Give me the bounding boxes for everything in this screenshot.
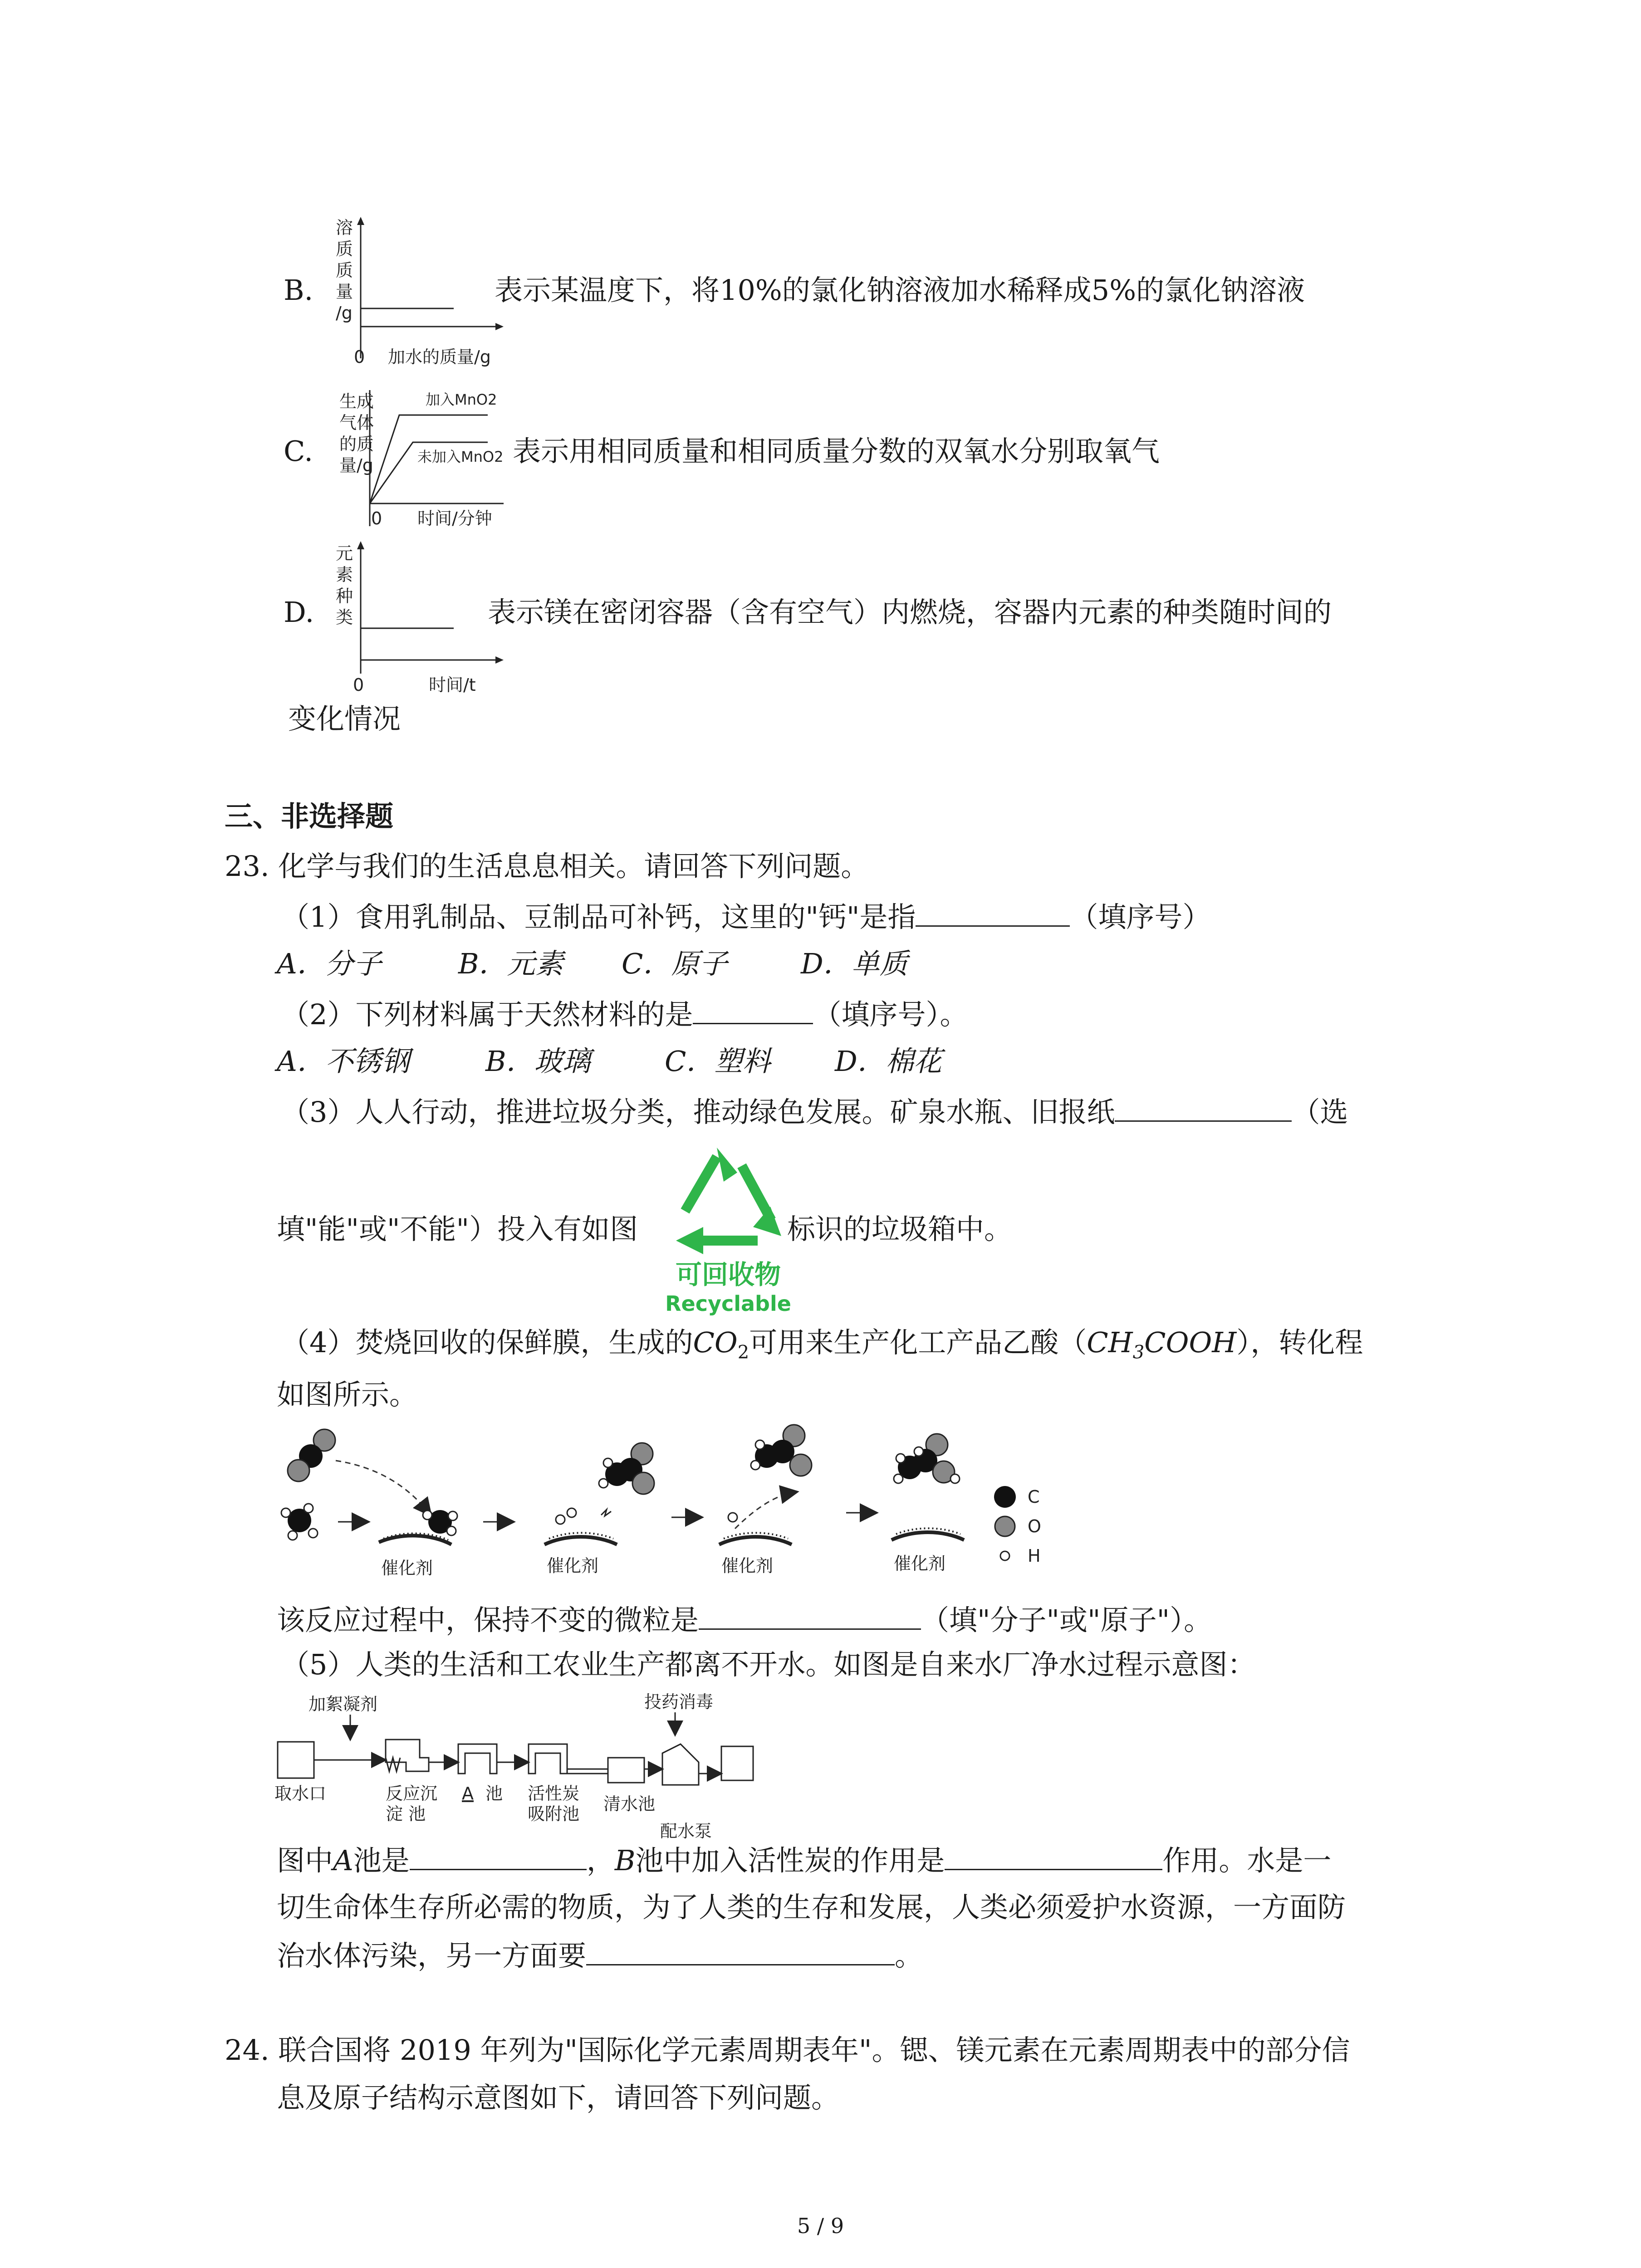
option-c-chart [318,381,517,535]
reaction-label-1: 反应沉 [386,1784,438,1804]
q23-p3-line2-after: 标识的垃圾箱中。 [787,1212,1013,1246]
q23-p2 [281,996,968,1033]
d-y-1: 元 [336,543,353,563]
reaction-tank [386,1740,429,1771]
option-d-letter: D. [284,596,314,629]
p5-l1-b: 池是 [353,1844,410,1877]
legend-c: C [1028,1487,1040,1507]
catalyst-2: 催化剂 [547,1556,599,1576]
co2-formula: CO [693,1326,738,1359]
c-origin: 0 [371,508,382,528]
b-x-label: 加水的质量/g [388,347,491,367]
b-origin: 0 [354,347,365,367]
d-y-3: 种 [336,586,353,606]
option-b-letter: B. [284,274,314,307]
q23-p5-blank-b[interactable] [945,1842,1162,1870]
section-title: 三、非选择题 [225,800,394,833]
c-legend-mno2: 加入MnO2 [426,391,497,408]
q23-p5-line1 [277,1842,1331,1879]
d-y-2: 素 [336,565,353,585]
b-y-5: /g [336,303,353,323]
q23-p2-blank[interactable] [693,996,813,1024]
p5-l3-b: 。 [895,1939,923,1972]
b-y-1: 溶 [336,218,353,238]
option-c-text: 表示用相同质量和相同质量分数的双氧水分别取氧气 [513,435,1160,468]
q23-p3-blank[interactable] [1115,1093,1292,1122]
q23-p1-choice-b: B．元素 [458,947,563,980]
q23-p2-after: （填序号）。 [813,998,968,1031]
reaction-diagram [272,1420,1080,1601]
q23-p5-blank-a[interactable] [410,1842,587,1870]
acid-formula-a: CH [1087,1326,1133,1359]
q23-p4-middle: 可用来生产化工产品乙酸（ [749,1326,1087,1359]
q23-p4-q-after: （填"分子"或"原子"）。 [921,1603,1212,1637]
catalyst-4: 催化剂 [894,1554,946,1574]
c-x-label: 时间/分钟 [417,508,492,528]
q23-p1-text: （1）食用乳制品、豆制品可补钙，这里的"钙"是指 [281,900,916,934]
q23-p2-choice-d: D．棉花 [835,1045,942,1078]
q23-p2-choice-a: A．不锈钢 [277,1045,410,1078]
q23-p3-line1 [281,1093,1348,1130]
acid-sub: 3 [1132,1342,1145,1363]
pool-a-mark: A [462,1784,474,1804]
user-box [721,1746,753,1780]
catalyst-3: 催化剂 [721,1556,774,1576]
p5-l1-A: A [333,1844,353,1877]
b-y-3: 质 [336,260,353,280]
p5-l1-c: ， [586,1844,615,1877]
q23-p1-choice-c: C．原子 [622,947,728,980]
q23-p4-question [277,1601,1212,1638]
q23-p5-text: （5）人类的生活和工农业生产都离不开水。如图是自来水厂净水过程示意图： [281,1648,1256,1681]
pool-a [458,1744,497,1774]
pool-a-suffix: 池 [485,1784,503,1804]
q23-p1-after: （填序号） [1070,900,1211,934]
q23-p3-after: （选 [1292,1095,1348,1129]
legend-h: H [1028,1546,1041,1566]
clear-pool [608,1758,644,1783]
arrow-head-3 [753,1207,781,1236]
reaction-label-2: 淀 池 [386,1804,426,1824]
coagulant-label: 加絮凝剂 [309,1694,378,1714]
p5-l1-B: B [614,1844,636,1877]
p5-l1-a: 图中 [277,1844,333,1877]
b-y-4: 量 [336,282,353,302]
q23-p4-q-before: 该反应过程中，保持不变的微粒是 [277,1603,699,1637]
q23-p4-blank[interactable] [699,1601,921,1630]
q23-p4-line2: 如图所示。 [277,1378,418,1411]
q23-p4-before: （4）焚烧回收的保鲜膜，生成的 [281,1326,693,1359]
logo-en: Recyclable [665,1291,791,1316]
arrow-head-1 [717,1148,737,1182]
q23-p1-blank[interactable] [916,898,1070,927]
option-b-text: 表示某温度下，将10%的氯化钠溶液加水稀释成5%的氯化钠溶液 [495,274,1305,307]
q23-p1-choice-a: A．分子 [277,947,382,980]
recyclable-logo [662,1139,798,1329]
option-d-chart [318,538,508,701]
q23-p2-choice-b: B．玻璃 [485,1045,591,1078]
p5-l1-d: 池中加入活性炭的作用是 [635,1844,945,1877]
c-y-1: 生成 [339,391,374,411]
q23-p2-text: （2）下列材料属于天然材料的是 [281,998,693,1031]
q23-p4-line1 [281,1325,1363,1370]
carbon-label-2: 吸附池 [528,1804,580,1824]
c-legend-no-mno2: 未加入MnO2 [417,448,504,465]
c-y-2: 气体 [339,413,374,433]
catalyst-1: 催化剂 [381,1558,433,1578]
pool-carbon [529,1744,567,1774]
q23-p3-text: （3）人人行动，推进垃圾分类，推动绿色发展。矿泉水瓶、旧报纸 [281,1095,1115,1129]
c-y-4: 量/g [339,455,373,475]
q23-p5-blank-c[interactable] [586,1937,895,1965]
pump-label: 配水泵 [660,1821,712,1839]
p5-l3-a: 治水体污染，另一方面要 [277,1939,587,1972]
clear-pool-label: 清水池 [603,1794,656,1814]
q23-p1 [281,898,1211,935]
q24-line1: 24. 联合国将 2019 年列为"国际化学元素周期表年"。锶、镁元素在元素周期表中的部分信 [225,2033,1350,2067]
page-number: 5 / 9 [797,2214,844,2238]
logo-cn: 可回收物 [675,1259,781,1290]
intake-label: 取水口 [274,1784,327,1804]
d-origin: 0 [353,675,364,695]
water-treatment-diagram [272,1690,853,1839]
co2-sub: 2 [737,1342,749,1363]
q23-stem: 23. 化学与我们的生活息息相关。请回答下列问题。 [225,850,869,883]
q23-p1-choice-d: D．单质 [801,947,908,980]
q23-p5-line2: 切生命体生存所必需的物质，为了人类的生存和发展，人类必须爱护水资源，一方面防 [277,1891,1346,1924]
intake-box [278,1742,314,1778]
option-c-letter: C. [284,435,313,468]
option-d-text: 表示镁在密闭容器（含有空气）内燃烧，容器内元素的种类随时间的 [488,596,1332,629]
p5-l1-e: 作用。水是一 [1162,1844,1332,1877]
disinfect-label: 投药消毒 [644,1692,714,1712]
q23-p5-line3 [277,1937,923,1974]
q24-line2: 息及原子结构示意图如下，请回答下列问题。 [277,2081,840,2114]
q23-p3-line2-before: 填"能"或"不能"）投入有如图 [277,1212,638,1246]
c-y-3: 的质 [339,434,374,454]
q23-p4-after: ），转化程 [1236,1326,1363,1359]
q23-p2-choice-c: C．塑料 [665,1045,771,1078]
option-d-text-cont: 变化情况 [288,702,401,735]
d-x-label: 时间/t [429,675,476,695]
option-b-chart [318,213,508,376]
carbon-label-1: 活性炭 [528,1784,580,1804]
d-y-4: 类 [336,607,353,627]
pump-house [662,1744,699,1785]
legend-o: O [1028,1516,1041,1536]
b-y-2: 质 [336,239,353,259]
acid-formula-b: COOH [1144,1326,1237,1359]
arrow-head-2 [676,1227,703,1254]
